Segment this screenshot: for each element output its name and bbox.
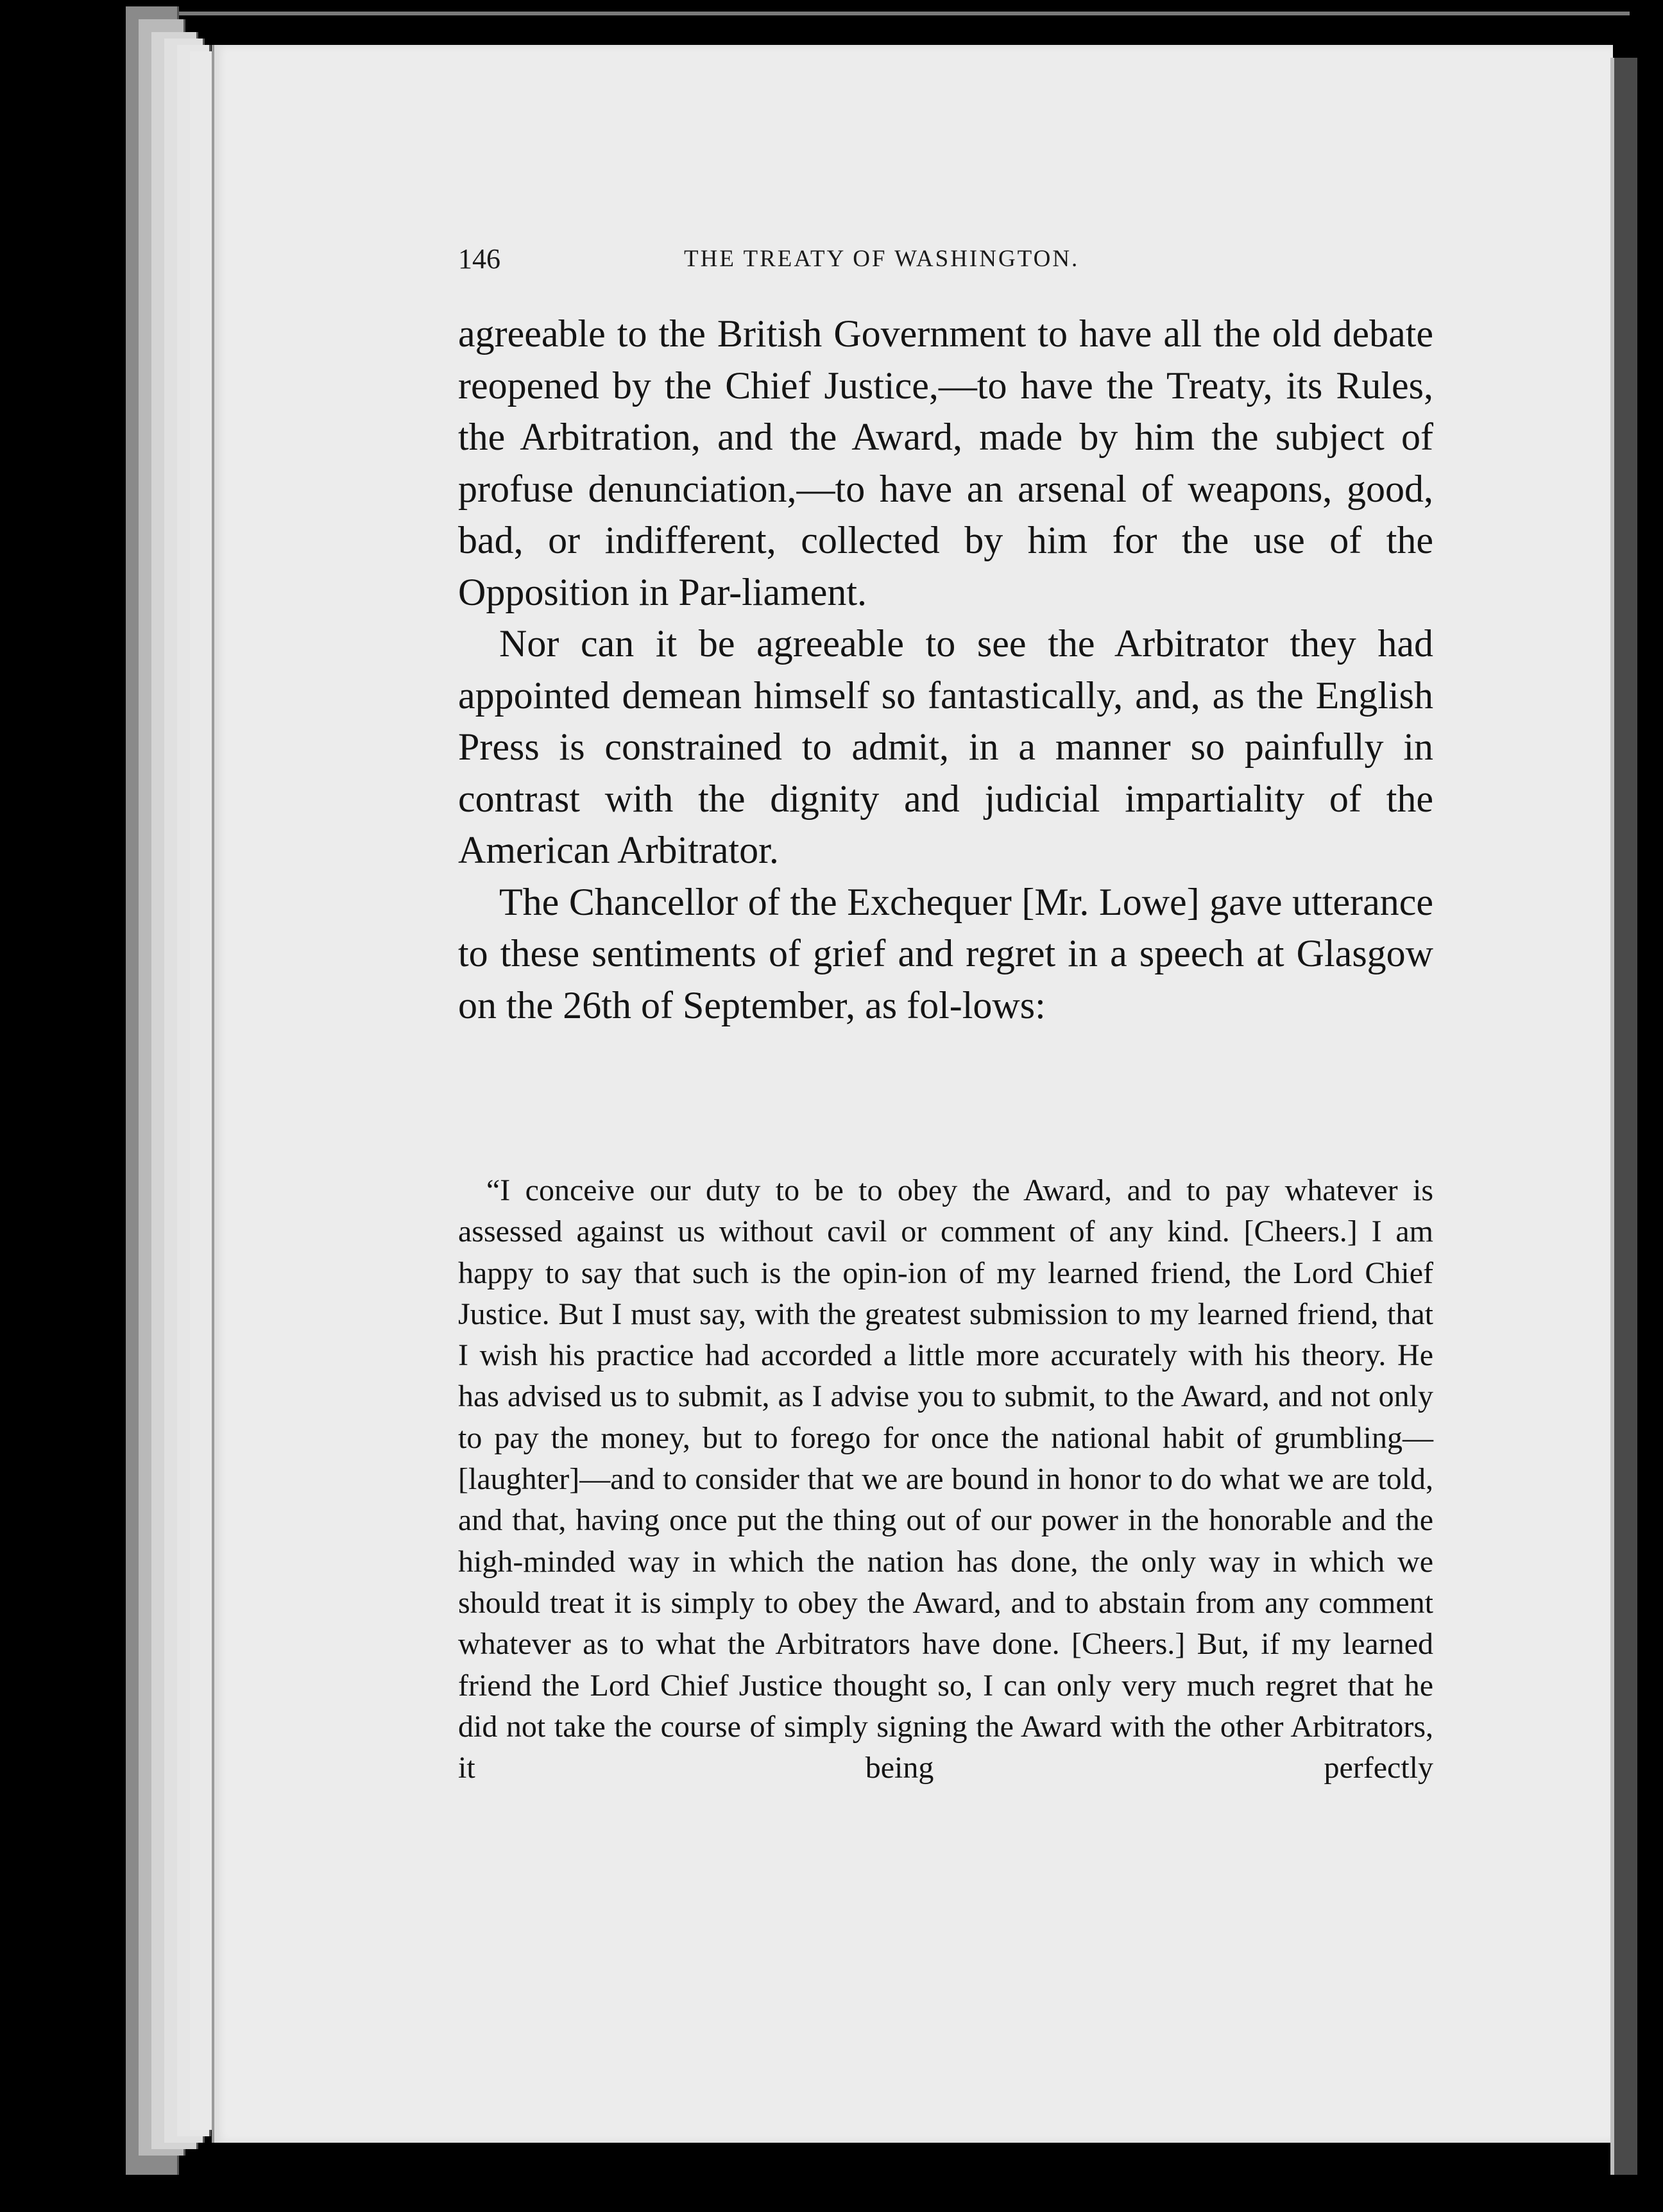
page-number: 146 [458, 243, 500, 275]
body-text [458, 308, 1433, 1031]
block-quotation: “I conceive our duty to be to obey the Award, and to pay whatever is assessed against us without cavil or comment of any kind. [Cheers.] I am happy to say that such is the opin-ion of my learned friend, the Lord Chief Justice. But I must say, with the greatest submission to my learned friend, that I wish his practice had accorded a little more accurately with his theory. He has advised us to submit, as I advise you to submit, to the Award, and not only to pay the money, but to forego for once the national habit of grumbling—[laughter]—and to consider that we are bound in honor to do what we are told, and that, having once put the thing out of our power in the honorable and the high-minded way in which the nation has done, the only way in which we should treat it is simply to obey the Award, and to abstain from any comment whatever as to what the Arbitrators have done. [Cheers.] But, if my learned friend the Lord Chief Justice thought so, I can only very much regret that he did not take the course of simply signing the Award with the other Arbitrators, it being perfectly [458, 1173, 1433, 1785]
paragraph: The Chancellor of the Exchequer [Mr. Lowe] gave utterance to these sentiments of grief and regret in a speech at Glasgow on the 26th of September, as fol-lows: [458, 880, 1433, 1026]
book-gutter [1637, 0, 1663, 2212]
paragraph: agreeable to the British Government to have all the old debate reopened by the Chief Justice,—to have the Treaty, its Rules, the Arbitration, and the Award, made by him the subject of profuse denunciation,—to have an arsenal of weapons, good, bad, or indifferent, collected by him for the use of the Opposition in Par-liament. [458, 312, 1433, 613]
top-page-edge [154, 12, 1630, 15]
running-title: THE TREATY OF WASHINGTON. [684, 246, 1080, 272]
paragraph: Nor can it be agreeable to see the Arbitrator they had appointed demean himself so fantastically, and, as the English Press is constrained to admit, in a manner so painfully in contrast with the dignity and judicial impartiality of the American Arbitrator. [458, 622, 1433, 871]
book-spine [1610, 58, 1637, 2175]
